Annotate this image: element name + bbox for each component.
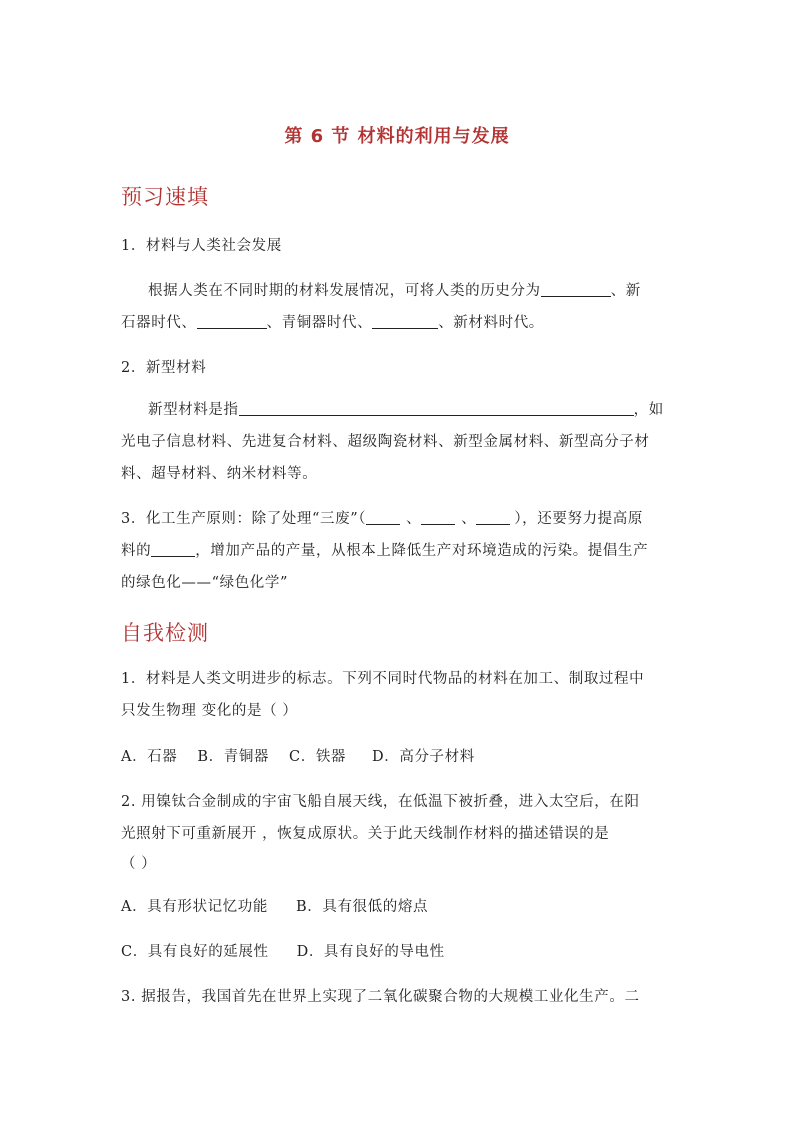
option-d[interactable]: D．高分子材料: [372, 749, 475, 765]
fill-in-blank[interactable]: [541, 282, 611, 297]
text-span: ，增加产品的产量，从根本上降低生产对环境造成的污染。提倡生产: [195, 543, 649, 559]
fill-in-blank[interactable]: [151, 542, 195, 557]
preview-q3-line2: [121, 539, 648, 560]
page-title: 第 6 节 材料的利用与发展: [284, 126, 510, 147]
text-span: 石器时代、: [121, 315, 197, 331]
text-span: 、: [406, 511, 422, 527]
option-a[interactable]: A．具有形状记忆功能: [121, 899, 268, 915]
preview-q1-line2: [121, 311, 544, 332]
text-span: 料的: [121, 543, 152, 559]
text-span: 、: [461, 511, 477, 527]
self-check-q2-line1: 2. 用镍钛合金制成的宇宙飞船自展天线，在低温下被折叠，进入太空后，在阳: [121, 794, 640, 810]
self-check-q2-options-row2: [121, 940, 445, 961]
section-heading-preview: 预习速填: [121, 185, 209, 209]
text-span: 、新: [610, 283, 641, 299]
preview-q2-line1: [148, 398, 664, 419]
self-check-q2-line2: 光照射下可重新展开 ，恢复成原状。关于此天线制作材料的描述错误的是: [121, 826, 610, 842]
option-a[interactable]: A．石器: [121, 749, 178, 765]
text-span: ，如: [633, 402, 664, 418]
preview-q2-line3: 料、超导材料、纳米材料等。: [121, 466, 318, 482]
fill-in-blank[interactable]: [366, 510, 400, 525]
self-check-q1-line1: 1．材料是人类文明进步的标志。下列不同时代物品的材料在加工、制取过程中: [121, 671, 645, 687]
text-span: 、青铜器时代、: [266, 315, 373, 331]
preview-q2-heading: 2．新型材料: [121, 360, 207, 376]
self-check-q2-line3: （ ）: [121, 856, 157, 872]
fill-in-blank[interactable]: [476, 510, 510, 525]
text-span: 、新材料时代。: [438, 315, 544, 331]
preview-q1-heading: 1．材料与人类社会发展: [121, 238, 282, 254]
option-b[interactable]: B．青铜器: [197, 749, 270, 765]
self-check-q3-line1: 3. 据报告，我国首先在世界上实现了二氧化碳聚合物的大规模工业化生产。二: [121, 989, 640, 1005]
option-c[interactable]: C．具有良好的延展性: [121, 944, 269, 960]
self-check-q1-options: [121, 745, 475, 766]
fill-in-blank[interactable]: [197, 314, 267, 329]
option-b[interactable]: B．具有很低的熔点: [295, 899, 429, 915]
preview-q3-line3: 的绿色化——“绿色化学”: [121, 575, 289, 591]
fill-in-blank[interactable]: [239, 401, 634, 416]
self-check-q2-options-row1: [121, 895, 428, 916]
text-span: 根据人类在不同时期的材料发展情况，可将人类的历史分为: [148, 283, 541, 299]
fill-in-blank[interactable]: [372, 314, 438, 329]
fill-in-blank[interactable]: [421, 510, 455, 525]
text-span: 3．化工生产原则：除了处理“三废”（: [121, 511, 367, 527]
self-check-q1-line2: 只发生物理 变化的是（ ）: [121, 703, 298, 719]
text-span: ），还要努力提高原: [514, 511, 643, 527]
preview-q1-line1: [148, 279, 641, 300]
option-d[interactable]: D．具有良好的导电性: [296, 944, 445, 960]
text-span: 新型材料是指: [148, 402, 239, 418]
preview-q2-line2: 光电子信息材料、先进复合材料、超级陶瓷材料、新型金属材料、新型高分子材: [121, 434, 650, 450]
option-c[interactable]: C．铁器: [289, 749, 347, 765]
preview-q3-line1: [121, 507, 643, 528]
section-heading-self-check: 自我检测: [121, 621, 209, 645]
